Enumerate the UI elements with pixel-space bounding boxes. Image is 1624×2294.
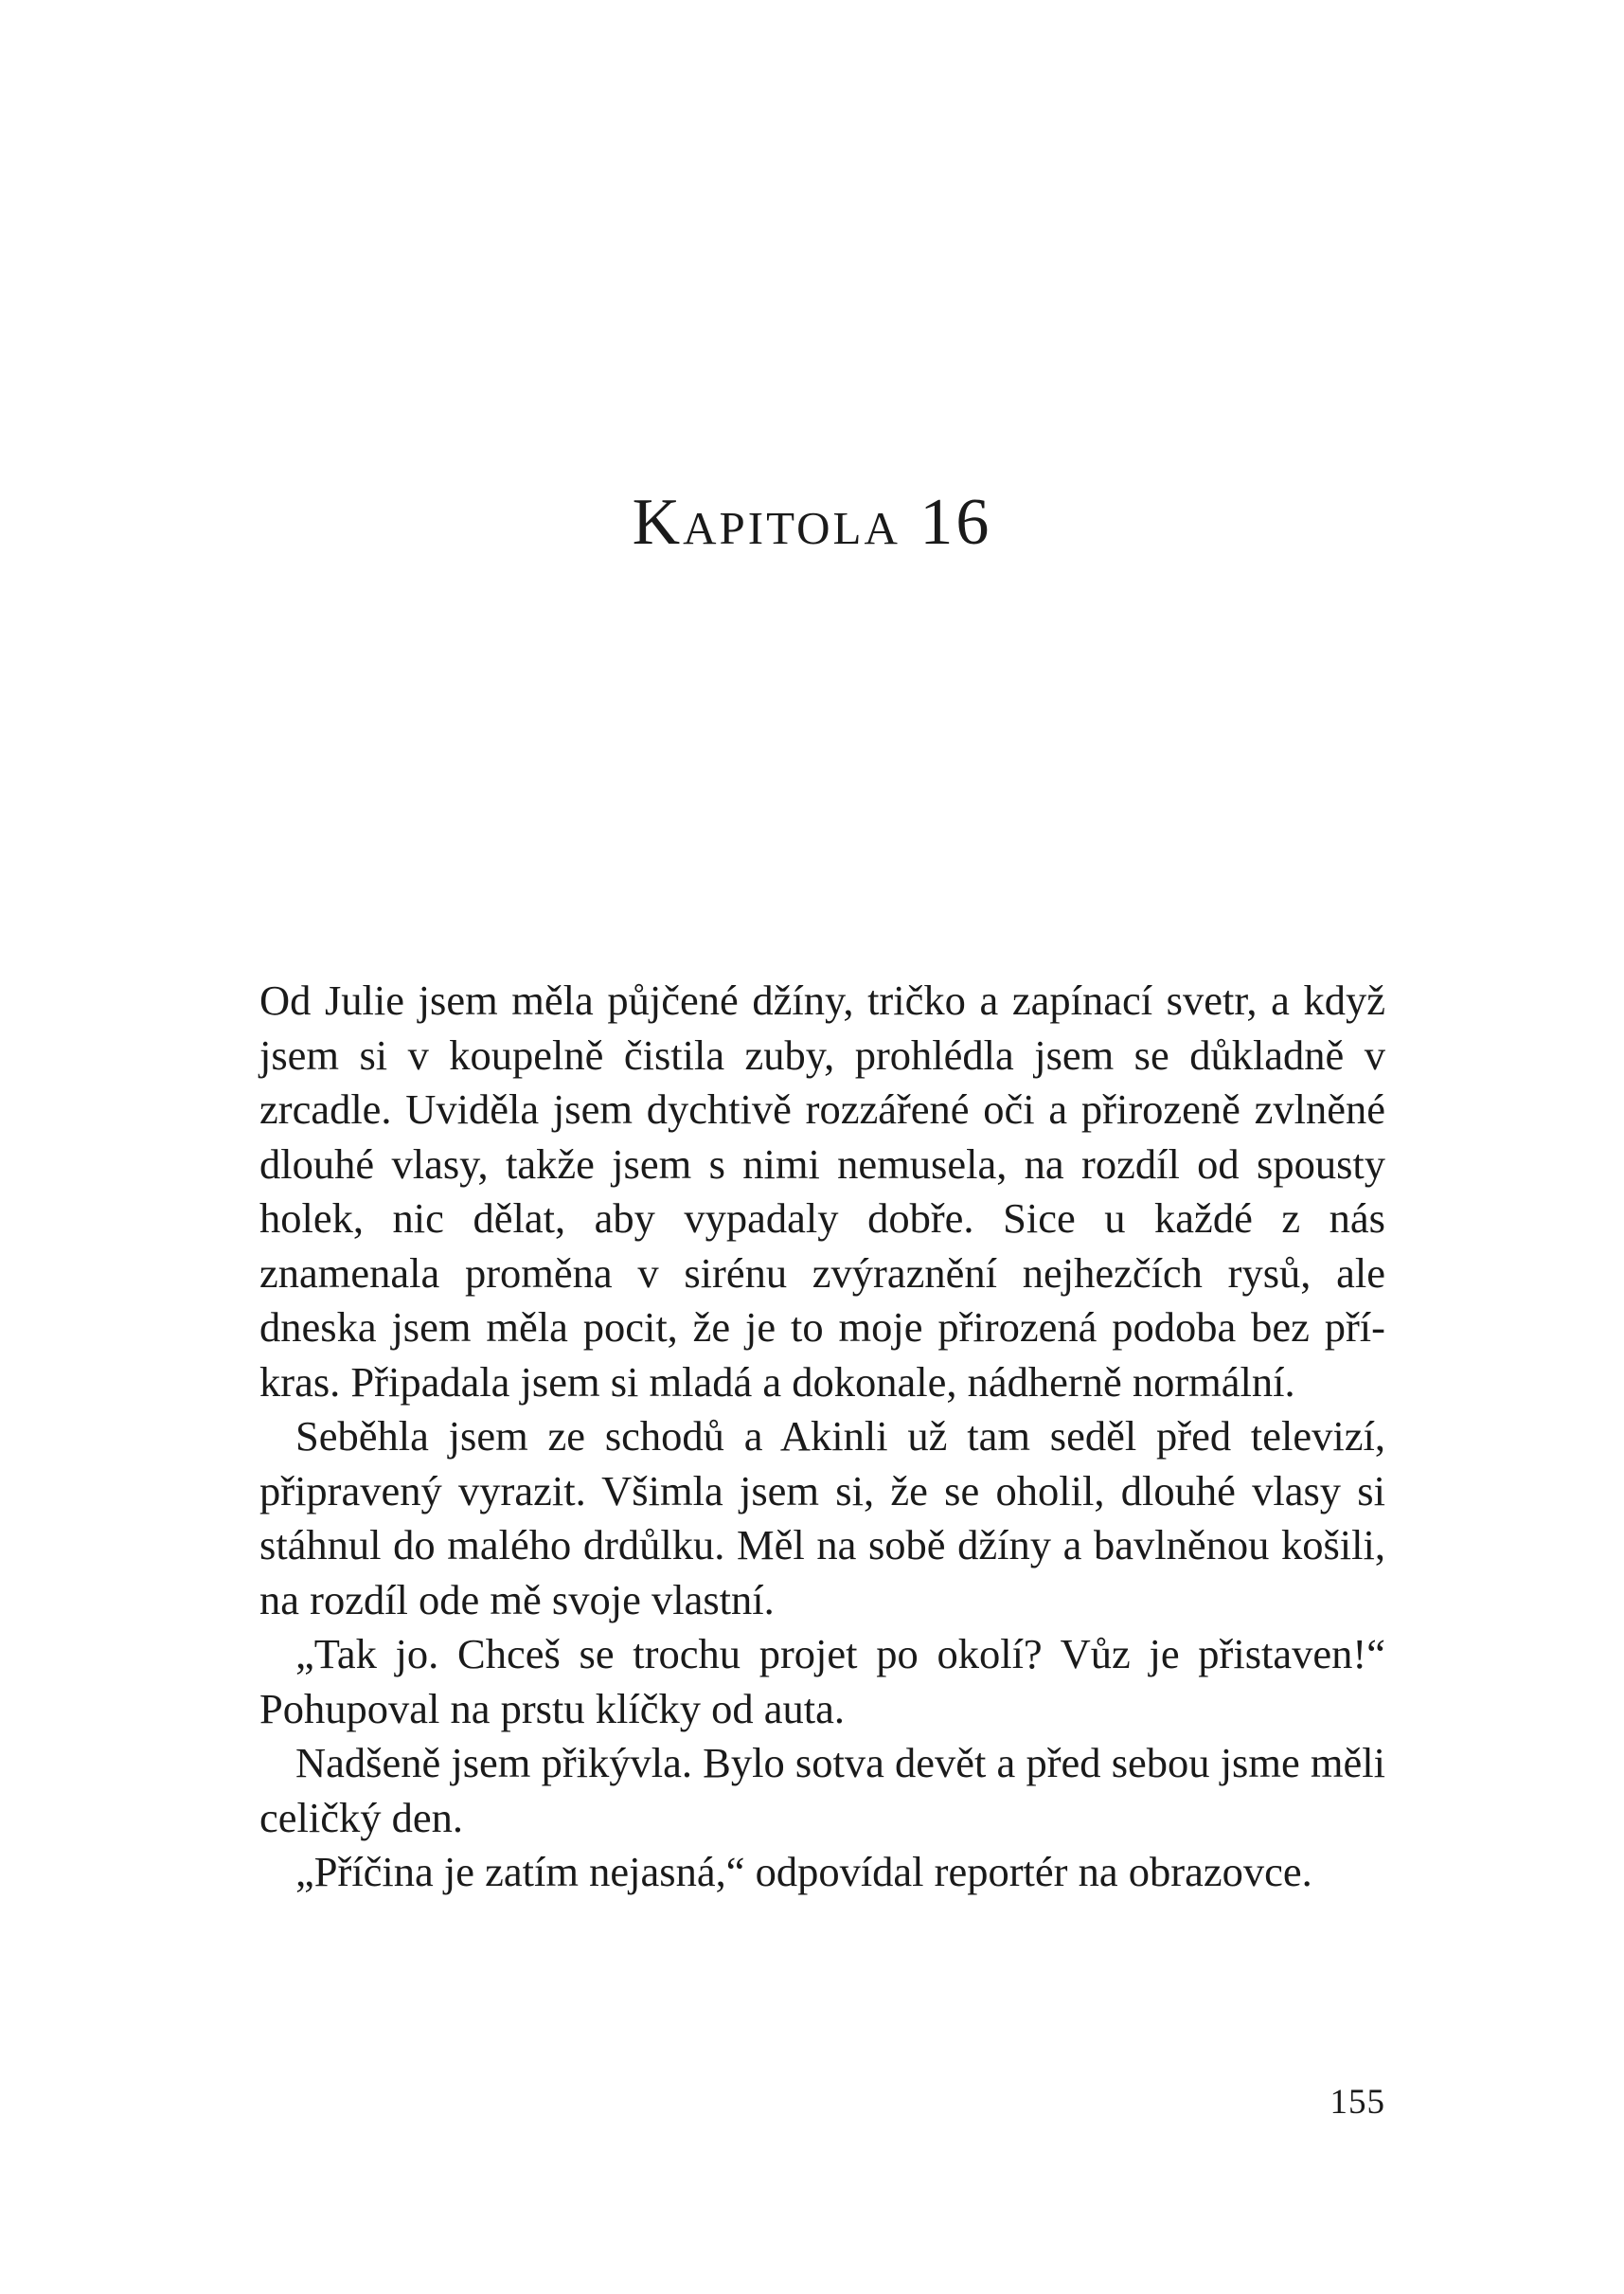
paragraph-5: „Příčina je zatím nejasná,“ odpovídal reportér na obrazovce.	[295, 1848, 1312, 1895]
chapter-title: Kapitola 16	[632, 486, 992, 559]
paragraph-3: „Tak jo. Chceš se trochu projet po okolí? Vůz je přistaven!“ Pohupoval na prstu klíčky od auta.	[259, 1630, 1385, 1732]
page-number: 155	[1330, 2083, 1385, 2122]
body-text	[259, 974, 1385, 1900]
paragraph-2: Seběhla jsem ze schodů a Akinli už tam seděl před televizí, připravený vyrazit. Všimla jsem si, že se oholil, dlouhé vlasy si stáhnul do malého drdůlku. Měl na sobě džíny a bavlněnou košili, na rozdíl ode mě svoje vlastní.	[259, 1412, 1385, 1623]
paragraph-4: Nadšeně jsem přikývla. Bylo sotva devět a před sebou jsme měli celičký den.	[259, 1739, 1385, 1841]
paragraph-1: Od Julie jsem měla půjčené džíny, tričko a zapínací svetr, a když jsem si v koupelně čistila zuby, prohlédla jsem se důkladně v zrcadle. Uviděla jsem dychtivě rozzářené oči a přirozeně zvlněné dlouhé vlasy, takže jsem s nimi nemusela, na rozdíl od spousty holek, nic dělat, aby vypadaly dobře. Sice u každé z nás znamenala proměna v sirénu zvýraznění nejhezčích rysů, ale dneska jsem měla pocit, že je to moje přirozená podoba bez příkras. Připadala jsem si mladá a dokonale, nádherně normální.	[259, 977, 1385, 1406]
